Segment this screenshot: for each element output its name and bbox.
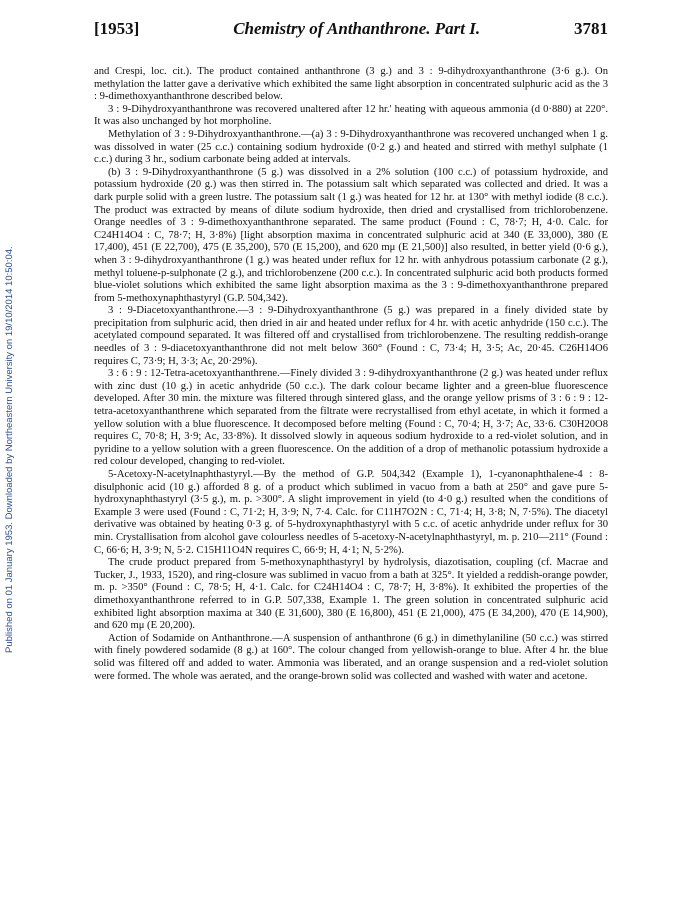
article-body — [94, 66, 608, 683]
header-title: Chemistry of Anthanthrone. Part I. — [233, 19, 481, 38]
paragraph: 3 : 6 : 9 : 12-Tetra-acetoxyanthanthrene.—Finely divided 3 : 9-dihydroxyanthanthrone (2 g.) was heated under reflux with zinc dust (10 g.) in acetic anhydride (50 c.c.). The dark colour became lighter and a green-blue fluorescence developed. After 30 min. the mixture was filtered through sintered glass, and the orange yellow prisms of 3 : 6 : 9 : 12-tetra-acetoxyanthanthrene which separated from the filtrate were recrystallised from ethyl acetate, in which it formed a yellow solution with a blue fluorescence. It decomposed before melting (Found : C, 70·4; H, 3·7; Ac, 33·6. C30H20O8 requires C, 70·8; H, 3·9; Ac, 33·8%). It dissolved slowly in aqueous sodium hydroxide to a red-violet solution, and in pyridine to a yellow solution with a green fluorescence. On the addition of a drop of methanolic potassium hydroxide a red colour developed, changing to red-violet. — [94, 368, 608, 468]
page-header — [94, 16, 608, 42]
paragraph: 3 : 9-Diacetoxyanthanthrone.—3 : 9-Dihydroxyanthanthrone (5 g.) was prepared in a finely divided state by precipitation from sulphuric acid, then dried in air and heated under reflux for 4 hr. with acetic anhydride (150 c.c.). The acetylated compound separated. It was filtered off and crystallised from trichlorobenzene. The resulting reddish-orange needles of 3 : 9-diacetoxyanthanthrone did not melt below 360° (Found : C, 73·4; H, 3·5; Ac, 20·45. C26H14O6 requires C, 73·9; H, 3·3; Ac, 20·29%). — [94, 305, 608, 367]
download-watermark: Published on 01 January 1953. Downloaded by Northeastern University on 19/10/2014 10:50:04. — [4, 246, 15, 654]
paragraph: and Crespi, loc. cit.). The product contained anthanthrone (3 g.) and 3 : 9-dihydroxyanthanthrone (3·6 g.). On methylation the latter gave a derivative which exhibited the same light absorption in concentrated sulphuric acid as the 3 : 9-dimethoxyanthanthrone described below. — [94, 66, 608, 103]
paragraph: Methylation of 3 : 9-Dihydroxyanthanthrone.—(a) 3 : 9-Dihydroxyanthanthrone was recovered unchanged when 1 g. was dissolved in water (25 c.c.) containing sodium hydroxide (0·2 g.) and heated and stirred with methyl sulphate (1 c.c.) during 3 hr., sodium carbonate being added at intervals. — [94, 128, 608, 166]
paragraph: Action of Sodamide on Anthanthrone.—A suspension of anthanthrone (6 g.) in dimethylaniline (50 c.c.) was stirred with finely powdered sodamide (8 g.) at 160°. The colour changed from yellowish-orange to blue. After 4 hr. the blue solid was filtered off and added to water. Ammonia was liberated, and an orange suspension and a red-violet solution were formed. The whole was aerated, and the orange-brown solid was collected and washed with water and acetone. — [94, 632, 608, 682]
paragraph: The crude product prepared from 5-methoxynaphthastyryl by hydrolysis, diazotisation, coupling (cf. Macrae and Tucker, J., 1933, 1520), and ring-closure was sublimed in vacuo from a bath at 325°. It yielded a reddish-orange powder, m. p. >350° (Found : C, 78·5; H, 4·1. Calc. for C24H14O4 : C, 78·7; H, 3·8%). It exhibited the properties of the dimethoxyanthanthrone referred to in G.P. 507,338, Example 1. The green solution in concentrated sulphuric acid exhibited light absorption maxima at 340 (E 31,600), 380 (E 16,800), 451 (E 21,000), 475 (E 34,200), 470 (E 14,900), and 620 mμ (E 20,200). — [94, 557, 608, 632]
paragraph: (b) 3 : 9-Dihydroxyanthanthrone (5 g.) was dissolved in a 2% solution (100 c.c.) of potassium hydroxide, and potassium hydroxide (20 g.) was then stirred in. The potassium salt which separated was collected and dried. It was a dark purple solid with a green lustre. The potassium salt (1 g.) was heated for 12 hr. at 130° with methyl iodide (8 c.c.). The product was extracted by means of dilute sodium hydroxide, then dried and crystallised from trichlorobenzene. Orange needles of 3 : 9-dimethoxyanthanthrone separated. The same product (Found : C, 78·7; H, 4·0. Calc. for C24H14O4 : C, 78·7; H, 3·8%) [light absorption maxima in concentrated sulphuric acid at 340 (E 33,000), 380 (E 17,400), 451 (E 22,700), 475 (E 35,200), 570 (E 15,200), and 620 mμ (E 21,500)] also resulted, in better yield (0·6 g.), when 3 : 9-dihydroxyanthanthrone (1 g.) was heated under reflux for 12 hr. with anhydrous potassium carbonate (2 g.), methyl toluene-p-sulphonate (2 g.), and trichlorobenzene (200 c.c.). In concentrated sulphuric acid both products formed blue-violet solutions which exhibited the same light absorption maxima as the 3 : 9-dimethoxyanthanthrone prepared from 5-methoxynaphthastyryl (G.P. 504,342). — [94, 166, 608, 304]
paragraph: 5-Acetoxy-N-acetylnaphthastyryl.—By the method of G.P. 504,342 (Example 1), 1-cyanonaphthalene-4 : 8-disulphonic acid (10 g.) afforded 8 g. of a product which sublimed in vacuo from a bath at 250° and gave pure 5-hydroxynaphthastyryl (3·5 g.), m. p. >300°. A slight improvement in yield (to 4·0 g.) resulted when the conditions of Example 3 were used (Found : C, 71·2; H, 3·9; N, 7·4. Calc. for C11H7O2N : C, 71·4; H, 3·8; N, 7·5%). The diacetyl derivative was obtained by heating 0·3 g. of 5-hydroxynaphthastyryl with 5 c.c. of acetic anhydride under reflux for 30 min. Crystallisation from alcohol gave colourless needles of 5-acetoxy-N-acetylnaphthastyryl, m. p. 210—211° (Found : C, 66·6; H, 3·9; N, 5·2. C15H11O4N requires C, 66·9; H, 4·1; N, 5·2%). — [94, 469, 608, 556]
header-year: [1953] — [94, 19, 140, 38]
header-page-number: 3781 — [573, 19, 608, 38]
paragraph: 3 : 9-Dihydroxyanthanthrone was recovered unaltered after 12 hr.' heating with aqueous ammonia (d 0·880) at 220°. It was also unchanged by hot morpholine. — [94, 103, 608, 128]
